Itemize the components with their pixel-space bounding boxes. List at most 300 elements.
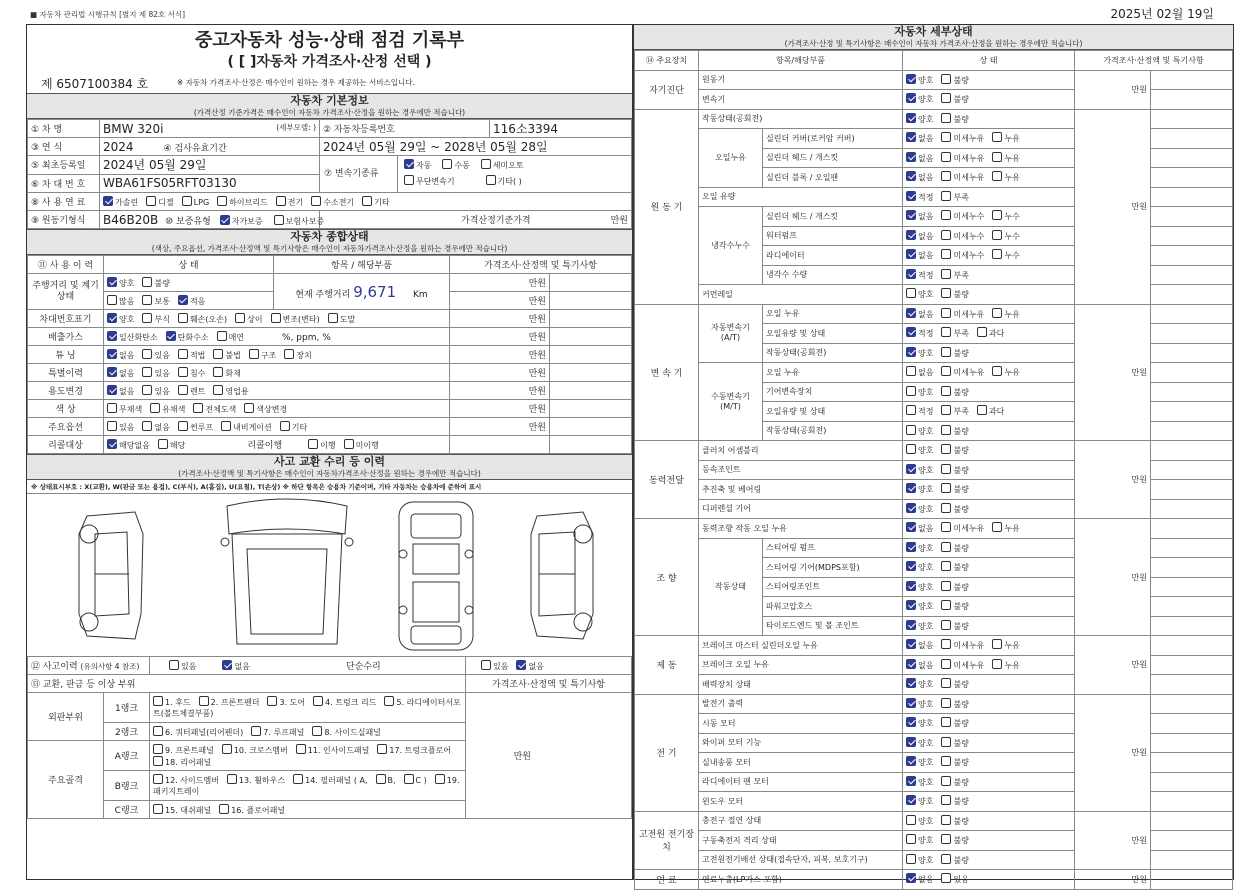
state-opt[interactable]: 불량	[941, 563, 968, 572]
checkbox[interactable]	[244, 403, 254, 413]
checkbox[interactable]	[906, 522, 916, 532]
state-opt[interactable]: 불량	[941, 76, 968, 85]
state-opt[interactable]: 불량	[941, 115, 968, 124]
part-opt[interactable]: 18. 리어패널	[153, 758, 211, 767]
checkbox[interactable]	[328, 313, 338, 323]
state-opt[interactable]: 누유	[992, 173, 1019, 182]
checkbox[interactable]	[906, 113, 916, 123]
state-opt[interactable]: 미세누유	[941, 661, 984, 670]
state-opt[interactable]: 누수	[992, 212, 1019, 221]
part-opt[interactable]: 13. 휠하우스	[227, 776, 285, 785]
checkbox[interactable]	[213, 385, 223, 395]
state-opt[interactable]: 양호	[906, 758, 933, 767]
state-opt[interactable]: 불량	[941, 680, 968, 689]
overall-opt[interactable]: 미이행	[344, 441, 379, 450]
overall-opt[interactable]: 없음	[107, 351, 134, 360]
state-opt[interactable]: 미세누유	[941, 368, 984, 377]
checkbox[interactable]	[906, 873, 916, 883]
overall-opt[interactable]: 적법	[178, 351, 205, 360]
checkbox[interactable]	[178, 313, 188, 323]
checkbox[interactable]	[442, 159, 452, 169]
checkbox[interactable]	[153, 696, 163, 706]
checkbox[interactable]	[178, 385, 188, 395]
state-opt[interactable]: 양호	[906, 563, 933, 572]
overall-opt[interactable]: 양호	[107, 315, 134, 324]
checkbox[interactable]	[906, 815, 916, 825]
checkbox[interactable]	[941, 249, 951, 259]
overall-opt[interactable]: 없음	[142, 423, 169, 432]
overall-opt[interactable]: 있음	[142, 387, 169, 396]
checkbox[interactable]	[906, 542, 916, 552]
overall-opt[interactable]: 무채색	[107, 405, 142, 414]
state-opt[interactable]: 양호	[906, 602, 933, 611]
checkbox[interactable]	[404, 159, 414, 169]
state-opt[interactable]: 불량	[941, 485, 968, 494]
overall-opt[interactable]: 침수	[178, 369, 205, 378]
state-opt[interactable]: 없음	[906, 173, 933, 182]
overall-opt[interactable]: 도말	[328, 315, 355, 324]
checkbox[interactable]	[992, 366, 1002, 376]
part-opt[interactable]: 17. 트렁크플로어	[377, 746, 451, 755]
overall-opt[interactable]: 있음	[142, 351, 169, 360]
checkbox[interactable]	[142, 295, 152, 305]
state-opt[interactable]: 양호	[906, 427, 933, 436]
checkbox[interactable]	[906, 464, 916, 474]
state-opt[interactable]: 불량	[941, 856, 968, 865]
checkbox[interactable]	[220, 215, 230, 225]
overall-opt[interactable]: 해당없음	[107, 441, 150, 450]
state-opt[interactable]: 없음	[906, 875, 933, 884]
fuel-opt[interactable]: 가솔린	[103, 198, 138, 207]
checkbox[interactable]	[941, 483, 951, 493]
state-opt[interactable]: 적정	[906, 407, 933, 416]
state-opt[interactable]: 누유	[992, 661, 1019, 670]
state-opt[interactable]: 누유	[992, 154, 1019, 163]
checkbox[interactable]	[213, 367, 223, 377]
checkbox[interactable]	[153, 744, 163, 754]
state-opt[interactable]: 불량	[941, 427, 968, 436]
checkbox[interactable]	[941, 542, 951, 552]
checkbox[interactable]	[222, 744, 232, 754]
state-opt[interactable]: 양호	[906, 856, 933, 865]
checkbox[interactable]	[142, 367, 152, 377]
checkbox[interactable]	[213, 349, 223, 359]
overall-opt[interactable]: 변조(변타)	[271, 315, 320, 324]
checkbox[interactable]	[941, 230, 951, 240]
checkbox[interactable]	[941, 74, 951, 84]
checkbox[interactable]	[906, 444, 916, 454]
checkbox[interactable]	[941, 347, 951, 357]
state-opt[interactable]: 양호	[906, 583, 933, 592]
checkbox[interactable]	[941, 503, 951, 513]
checkbox[interactable]	[906, 74, 916, 84]
state-opt[interactable]: 누수	[992, 251, 1019, 260]
checkbox[interactable]	[941, 308, 951, 318]
checkbox[interactable]	[249, 349, 259, 359]
overall-opt[interactable]: 영업용	[213, 387, 248, 396]
state-opt[interactable]: 양호	[906, 388, 933, 397]
checkbox[interactable]	[142, 349, 152, 359]
checkbox[interactable]	[906, 639, 916, 649]
part-opt[interactable]: 7. 루프패널	[251, 728, 304, 737]
checkbox[interactable]	[308, 439, 318, 449]
checkbox[interactable]	[992, 171, 1002, 181]
checkbox[interactable]	[941, 581, 951, 591]
checkbox[interactable]	[941, 737, 951, 747]
checkbox[interactable]	[941, 795, 951, 805]
part-opt[interactable]: 14. 필러패널 ( A,	[293, 776, 367, 785]
checkbox[interactable]	[107, 385, 117, 395]
fuel-opt[interactable]: 전기	[276, 198, 303, 207]
overall-opt[interactable]: 불법	[213, 351, 240, 360]
checkbox[interactable]	[906, 269, 916, 279]
state-opt[interactable]: 불량	[941, 290, 968, 299]
overall-opt[interactable]: 썬루프	[178, 423, 213, 432]
checkbox[interactable]	[146, 196, 156, 206]
checkbox[interactable]	[906, 366, 916, 376]
trans-opt[interactable]: 무단변속기	[404, 177, 455, 186]
checkbox[interactable]	[977, 327, 987, 337]
state-opt[interactable]: 미세누수	[941, 251, 984, 260]
state-opt[interactable]: 부족	[941, 193, 968, 202]
state-opt[interactable]: 불량	[941, 836, 968, 845]
mileage-opt[interactable]: 양호	[107, 279, 134, 288]
checkbox[interactable]	[941, 756, 951, 766]
checkbox[interactable]	[142, 385, 152, 395]
checkbox[interactable]	[153, 756, 163, 766]
checkbox[interactable]	[992, 210, 1002, 220]
checkbox[interactable]	[906, 210, 916, 220]
checkbox[interactable]	[222, 660, 232, 670]
fuel-opt[interactable]: LPG	[182, 198, 209, 207]
checkbox[interactable]	[906, 600, 916, 610]
trans-opt[interactable]: 자동	[404, 161, 431, 170]
state-opt[interactable]: 누유	[992, 134, 1019, 143]
state-opt[interactable]: 없음	[906, 661, 933, 670]
checkbox[interactable]	[153, 804, 163, 814]
checkbox[interactable]	[158, 439, 168, 449]
checkbox[interactable]	[267, 696, 277, 706]
state-opt[interactable]: 누유	[992, 524, 1019, 533]
checkbox[interactable]	[376, 774, 386, 784]
state-opt[interactable]: 미세누유	[941, 641, 984, 650]
state-opt[interactable]: 과다	[977, 329, 1004, 338]
checkbox[interactable]	[142, 421, 152, 431]
checkbox[interactable]	[182, 196, 192, 206]
state-opt[interactable]: 양호	[906, 115, 933, 124]
state-opt[interactable]: 미세누수	[941, 232, 984, 241]
state-opt[interactable]: 양호	[906, 446, 933, 455]
state-opt[interactable]: 미세누유	[941, 310, 984, 319]
overall-opt[interactable]: 전체도색	[193, 405, 236, 414]
checkbox[interactable]	[199, 696, 209, 706]
checkbox[interactable]	[941, 425, 951, 435]
state-opt[interactable]: 불량	[941, 602, 968, 611]
state-opt[interactable]: 불량	[941, 758, 968, 767]
state-opt[interactable]: 양호	[906, 76, 933, 85]
checkbox[interactable]	[906, 171, 916, 181]
state-opt[interactable]: 부족	[941, 329, 968, 338]
fuel-opt[interactable]: 디젤	[146, 198, 173, 207]
part-opt[interactable]: 5. 라디에이터서포트(볼트체결부품)	[153, 698, 461, 718]
checkbox[interactable]	[169, 660, 179, 670]
state-opt[interactable]: 없음	[906, 134, 933, 143]
checkbox[interactable]	[107, 277, 117, 287]
checkbox[interactable]	[227, 774, 237, 784]
checkbox[interactable]	[404, 774, 414, 784]
overall-opt[interactable]: 구조	[249, 351, 276, 360]
trans-opt[interactable]: 기타( )	[486, 177, 522, 186]
state-opt[interactable]: 미세누유	[941, 173, 984, 182]
state-opt[interactable]: 불량	[941, 622, 968, 631]
checkbox[interactable]	[906, 405, 916, 415]
overall-opt[interactable]: 훼손(오손)	[178, 315, 227, 324]
checkbox[interactable]	[906, 191, 916, 201]
state-opt[interactable]: 적정	[906, 193, 933, 202]
checkbox[interactable]	[271, 313, 281, 323]
checkbox[interactable]	[906, 620, 916, 630]
checkbox[interactable]	[219, 804, 229, 814]
part-opt[interactable]: 4. 트렁크 리드	[313, 698, 376, 707]
overall-opt[interactable]: 유채색	[150, 405, 185, 414]
checkbox[interactable]	[941, 191, 951, 201]
checkbox[interactable]	[941, 152, 951, 162]
checkbox[interactable]	[906, 834, 916, 844]
checkbox[interactable]	[992, 230, 1002, 240]
checkbox[interactable]	[107, 439, 117, 449]
state-opt[interactable]: 없음	[906, 232, 933, 241]
checkbox[interactable]	[906, 737, 916, 747]
checkbox[interactable]	[178, 349, 188, 359]
state-opt[interactable]: 양호	[906, 778, 933, 787]
checkbox[interactable]	[142, 277, 152, 287]
checkbox[interactable]	[906, 503, 916, 513]
state-opt[interactable]: 누유	[992, 310, 1019, 319]
checkbox[interactable]	[941, 132, 951, 142]
state-opt[interactable]: 불량	[941, 739, 968, 748]
part-opt[interactable]: 3. 도어	[267, 698, 305, 707]
checkbox[interactable]	[941, 815, 951, 825]
checkbox[interactable]	[296, 744, 306, 754]
checkbox[interactable]	[481, 159, 491, 169]
checkbox[interactable]	[435, 774, 445, 784]
checkbox[interactable]	[941, 269, 951, 279]
checkbox[interactable]	[107, 313, 117, 323]
checkbox[interactable]	[992, 249, 1002, 259]
checkbox[interactable]	[941, 210, 951, 220]
checkbox[interactable]	[941, 854, 951, 864]
state-opt[interactable]: 없음	[906, 154, 933, 163]
checkbox[interactable]	[992, 639, 1002, 649]
checkbox[interactable]	[107, 403, 117, 413]
simple-opt[interactable]: 있음	[481, 662, 508, 671]
warranty-opt[interactable]: 자가보증	[220, 217, 263, 226]
checkbox[interactable]	[384, 696, 394, 706]
checkbox[interactable]	[906, 386, 916, 396]
checkbox[interactable]	[906, 776, 916, 786]
checkbox[interactable]	[107, 421, 117, 431]
checkbox[interactable]	[941, 717, 951, 727]
checkbox[interactable]	[280, 421, 290, 431]
checkbox[interactable]	[906, 581, 916, 591]
overall-opt[interactable]: 상이	[235, 315, 262, 324]
state-opt[interactable]: 없음	[906, 212, 933, 221]
checkbox[interactable]	[293, 774, 303, 784]
state-opt[interactable]: 양호	[906, 739, 933, 748]
checkbox[interactable]	[362, 196, 372, 206]
checkbox[interactable]	[221, 421, 231, 431]
checkbox[interactable]	[906, 678, 916, 688]
overall-opt[interactable]: 없음	[107, 387, 134, 396]
checkbox[interactable]	[404, 175, 414, 185]
checkbox[interactable]	[906, 327, 916, 337]
part-opt[interactable]: C )	[404, 776, 427, 785]
checkbox[interactable]	[941, 561, 951, 571]
checkbox[interactable]	[941, 659, 951, 669]
checkbox[interactable]	[217, 331, 227, 341]
part-opt[interactable]: B,	[376, 776, 396, 785]
checkbox[interactable]	[107, 349, 117, 359]
part-opt[interactable]: 1. 후드	[153, 698, 191, 707]
trans-opt[interactable]: 수동	[442, 161, 469, 170]
checkbox[interactable]	[977, 405, 987, 415]
state-opt[interactable]: 미세누수	[941, 212, 984, 221]
state-opt[interactable]: 양호	[906, 719, 933, 728]
mileage-opt[interactable]: 불량	[142, 279, 169, 288]
state-opt[interactable]: 미세누유	[941, 524, 984, 533]
checkbox[interactable]	[992, 659, 1002, 669]
checkbox[interactable]	[178, 367, 188, 377]
checkbox[interactable]	[486, 175, 496, 185]
overall-opt[interactable]: 내비게이션	[221, 423, 272, 432]
state-opt[interactable]: 불량	[941, 544, 968, 553]
checkbox[interactable]	[153, 774, 163, 784]
state-opt[interactable]: 누수	[992, 232, 1019, 241]
state-opt[interactable]: 과다	[977, 407, 1004, 416]
overall-opt[interactable]: 장치	[284, 351, 311, 360]
state-opt[interactable]: 없음	[906, 524, 933, 533]
checkbox[interactable]	[992, 308, 1002, 318]
part-opt[interactable]: 11. 인사이드패널	[296, 746, 370, 755]
state-opt[interactable]: 양호	[906, 700, 933, 709]
checkbox[interactable]	[941, 288, 951, 298]
state-opt[interactable]: 양호	[906, 466, 933, 475]
state-opt[interactable]: 양호	[906, 836, 933, 845]
part-opt[interactable]: 2. 프론트펜더	[199, 698, 260, 707]
checkbox[interactable]	[906, 756, 916, 766]
state-opt[interactable]: 적정	[906, 271, 933, 280]
checkbox[interactable]	[313, 696, 323, 706]
state-opt[interactable]: 불량	[941, 719, 968, 728]
checkbox[interactable]	[941, 522, 951, 532]
state-opt[interactable]: 누유	[992, 641, 1019, 650]
mileage-opt[interactable]: 보통	[142, 297, 169, 306]
state-opt[interactable]: 없음	[906, 310, 933, 319]
overall-opt[interactable]: 있음	[142, 369, 169, 378]
hist-opt[interactable]: 있음	[169, 662, 196, 671]
state-opt[interactable]: 양호	[906, 622, 933, 631]
trans-opt[interactable]: 세미오토	[481, 161, 524, 170]
checkbox[interactable]	[107, 295, 117, 305]
checkbox[interactable]	[941, 327, 951, 337]
overall-opt[interactable]: 부식	[142, 315, 169, 324]
checkbox[interactable]	[251, 726, 261, 736]
state-opt[interactable]: 불량	[941, 446, 968, 455]
state-opt[interactable]: 부족	[941, 407, 968, 416]
checkbox[interactable]	[906, 93, 916, 103]
state-opt[interactable]: 미세누유	[941, 134, 984, 143]
checkbox[interactable]	[166, 331, 176, 341]
state-opt[interactable]: 양호	[906, 505, 933, 514]
overall-opt[interactable]: 렌트	[178, 387, 205, 396]
state-opt[interactable]: 불량	[941, 583, 968, 592]
checkbox[interactable]	[153, 726, 163, 736]
overall-opt[interactable]: 해당	[158, 441, 185, 450]
checkbox[interactable]	[906, 308, 916, 318]
checkbox[interactable]	[941, 366, 951, 376]
state-opt[interactable]: 없음	[906, 641, 933, 650]
state-opt[interactable]: 양호	[906, 485, 933, 494]
fuel-opt[interactable]: 수소전기	[311, 198, 354, 207]
checkbox[interactable]	[235, 313, 245, 323]
checkbox[interactable]	[906, 347, 916, 357]
checkbox[interactable]	[178, 421, 188, 431]
state-opt[interactable]: 없음	[906, 368, 933, 377]
state-opt[interactable]: 불량	[941, 505, 968, 514]
checkbox[interactable]	[992, 522, 1002, 532]
checkbox[interactable]	[992, 132, 1002, 142]
overall-opt[interactable]: 매연	[217, 333, 244, 342]
checkbox[interactable]	[142, 313, 152, 323]
state-opt[interactable]: 불량	[941, 778, 968, 787]
state-opt[interactable]: 양호	[906, 290, 933, 299]
checkbox[interactable]	[941, 444, 951, 454]
mileage-opt[interactable]: 많음	[107, 297, 134, 306]
state-opt[interactable]: 불량	[941, 349, 968, 358]
fuel-opt[interactable]: 하이브리드	[217, 198, 268, 207]
state-opt[interactable]: 누유	[992, 368, 1019, 377]
checkbox[interactable]	[311, 196, 321, 206]
fuel-opt[interactable]: 기타	[362, 198, 389, 207]
checkbox[interactable]	[516, 660, 526, 670]
checkbox[interactable]	[941, 386, 951, 396]
checkbox[interactable]	[107, 331, 117, 341]
state-opt[interactable]: 양호	[906, 817, 933, 826]
checkbox[interactable]	[941, 405, 951, 415]
state-opt[interactable]: 불량	[941, 388, 968, 397]
overall-opt[interactable]: 없음	[107, 369, 134, 378]
checkbox[interactable]	[284, 349, 294, 359]
part-opt[interactable]: 16. 플로어패널	[219, 806, 285, 815]
checkbox[interactable]	[941, 464, 951, 474]
state-opt[interactable]: 미세누유	[941, 154, 984, 163]
checkbox[interactable]	[941, 678, 951, 688]
checkbox[interactable]	[103, 196, 113, 206]
checkbox[interactable]	[193, 403, 203, 413]
checkbox[interactable]	[377, 744, 387, 754]
checkbox[interactable]	[274, 215, 284, 225]
part-opt[interactable]: 19. 패키지트레이	[153, 776, 460, 796]
state-opt[interactable]: 불량	[941, 700, 968, 709]
state-opt[interactable]: 양호	[906, 680, 933, 689]
state-opt[interactable]: 적정	[906, 329, 933, 338]
mileage-opt[interactable]: 적음	[178, 297, 205, 306]
overall-opt[interactable]: 탄화수소	[166, 333, 209, 342]
checkbox[interactable]	[941, 93, 951, 103]
checkbox[interactable]	[941, 639, 951, 649]
checkbox[interactable]	[941, 600, 951, 610]
checkbox[interactable]	[941, 776, 951, 786]
